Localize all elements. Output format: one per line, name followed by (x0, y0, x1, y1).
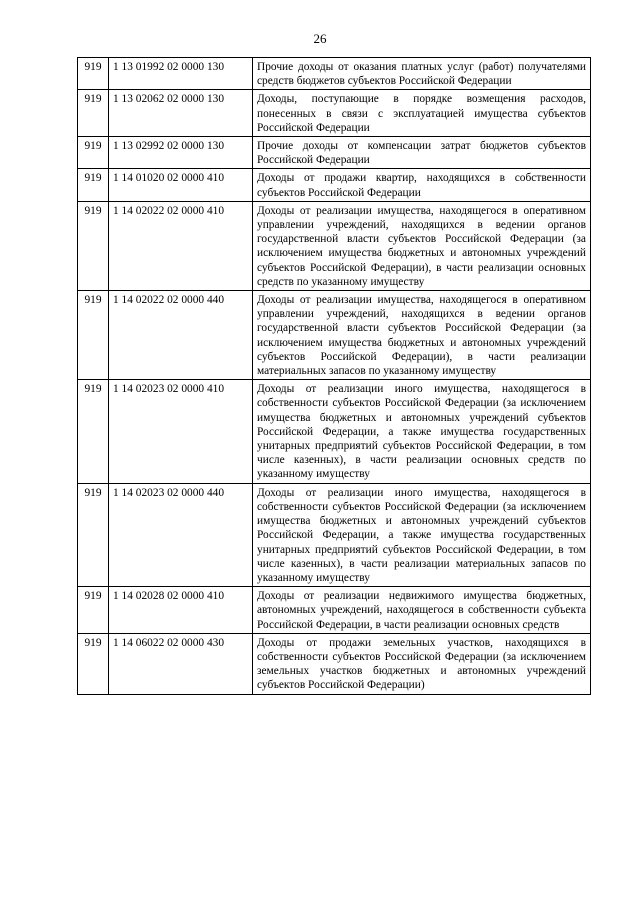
admin-code-cell: 919 (78, 137, 109, 169)
budget-classification-code-cell: 1 14 02023 02 0000 440 (109, 483, 253, 586)
table-row (78, 483, 591, 586)
table-row (78, 58, 591, 90)
page-number: 26 (313, 31, 327, 46)
budget-classification-code-cell: 1 13 02992 02 0000 130 (109, 137, 253, 169)
table-body (78, 58, 591, 695)
revenue-code-table (77, 57, 591, 695)
revenue-name-cell: Прочие доходы от компенсации затрат бюджетов субъектов Российской Федерации (253, 137, 591, 169)
budget-classification-code-cell: 1 13 01992 02 0000 130 (109, 58, 253, 90)
table-row (78, 633, 591, 694)
admin-code-cell: 919 (78, 291, 109, 380)
budget-classification-code-cell: 1 14 01020 02 0000 410 (109, 169, 253, 201)
table-row (78, 291, 591, 380)
budget-classification-code-cell: 1 14 06022 02 0000 430 (109, 633, 253, 694)
revenue-name-cell: Доходы от реализации иного имущества, находящегося в собственности субъектов Российской Федерации (за исключением имущества бюджетных и автономных учреждений субъектов Российской Федерации, а также имущества государственных унитарных предприятий субъектов Российской Федерации, в том числе казенных), в части реализации основных средств по указанному имуществу (253, 380, 591, 483)
revenue-name-cell: Доходы от продажи квартир, находящихся в собственности субъектов Российской Федерации (253, 169, 591, 201)
revenue-name-cell: Доходы от реализации имущества, находящегося в оперативном управлении учреждений, находящихся в ведении органов государственной власти субъектов Российской Федерации (за исключением имущества бюджетных и автономных учреждений субъектов Российской Федерации), в части реализации основных средств по указанному имуществу (253, 201, 591, 290)
admin-code-cell: 919 (78, 90, 109, 137)
table-row (78, 137, 591, 169)
table-row (78, 201, 591, 290)
revenue-name-cell: Доходы, поступающие в порядке возмещения расходов, понесенных в связи с эксплуатацией имущества субъектов Российской Федерации (253, 90, 591, 137)
revenue-name-cell: Доходы от реализации иного имущества, находящегося в собственности субъектов Российской Федерации (за исключением имущества бюджетных и автономных учреждений субъектов Российской Федерации, а также имущества государственных унитарных предприятий субъектов Российской Федерации, в том числе казенных), в части реализации материальных запасов по указанному имуществу (253, 483, 591, 586)
admin-code-cell: 919 (78, 380, 109, 483)
revenue-name-cell: Прочие доходы от оказания платных услуг (работ) получателями средств бюджетов субъектов Российской Федерации (253, 58, 591, 90)
admin-code-cell: 919 (78, 201, 109, 290)
table-row (78, 587, 591, 634)
budget-classification-code-cell: 1 14 02028 02 0000 410 (109, 587, 253, 634)
table-row (78, 90, 591, 137)
table-row (78, 380, 591, 483)
budget-classification-code-cell: 1 14 02022 02 0000 440 (109, 291, 253, 380)
admin-code-cell: 919 (78, 58, 109, 90)
table-row (78, 169, 591, 201)
admin-code-cell: 919 (78, 587, 109, 634)
budget-classification-code-cell: 1 13 02062 02 0000 130 (109, 90, 253, 137)
revenue-name-cell: Доходы от продажи земельных участков, находящихся в собственности субъектов Российской Федерации (за исключением земельных участков бюджетных и автономных учреждений субъектов Российской Федерации) (253, 633, 591, 694)
admin-code-cell: 919 (78, 169, 109, 201)
revenue-name-cell: Доходы от реализации имущества, находящегося в оперативном управлении учреждений, находящихся в ведении органов государственной власти субъектов Российской Федерации (за исключением имущества бюджетных и автономных учреждений субъектов Российской Федерации), в части реализации материальных запасов по указанному имуществу (253, 291, 591, 380)
budget-classification-code-cell: 1 14 02023 02 0000 410 (109, 380, 253, 483)
revenue-name-cell: Доходы от реализации недвижимого имущества бюджетных, автономных учреждений, находящегося в собственности субъекта Российской Федерации, в части реализации основных средств (253, 587, 591, 634)
budget-classification-code-cell: 1 14 02022 02 0000 410 (109, 201, 253, 290)
admin-code-cell: 919 (78, 633, 109, 694)
admin-code-cell: 919 (78, 483, 109, 586)
